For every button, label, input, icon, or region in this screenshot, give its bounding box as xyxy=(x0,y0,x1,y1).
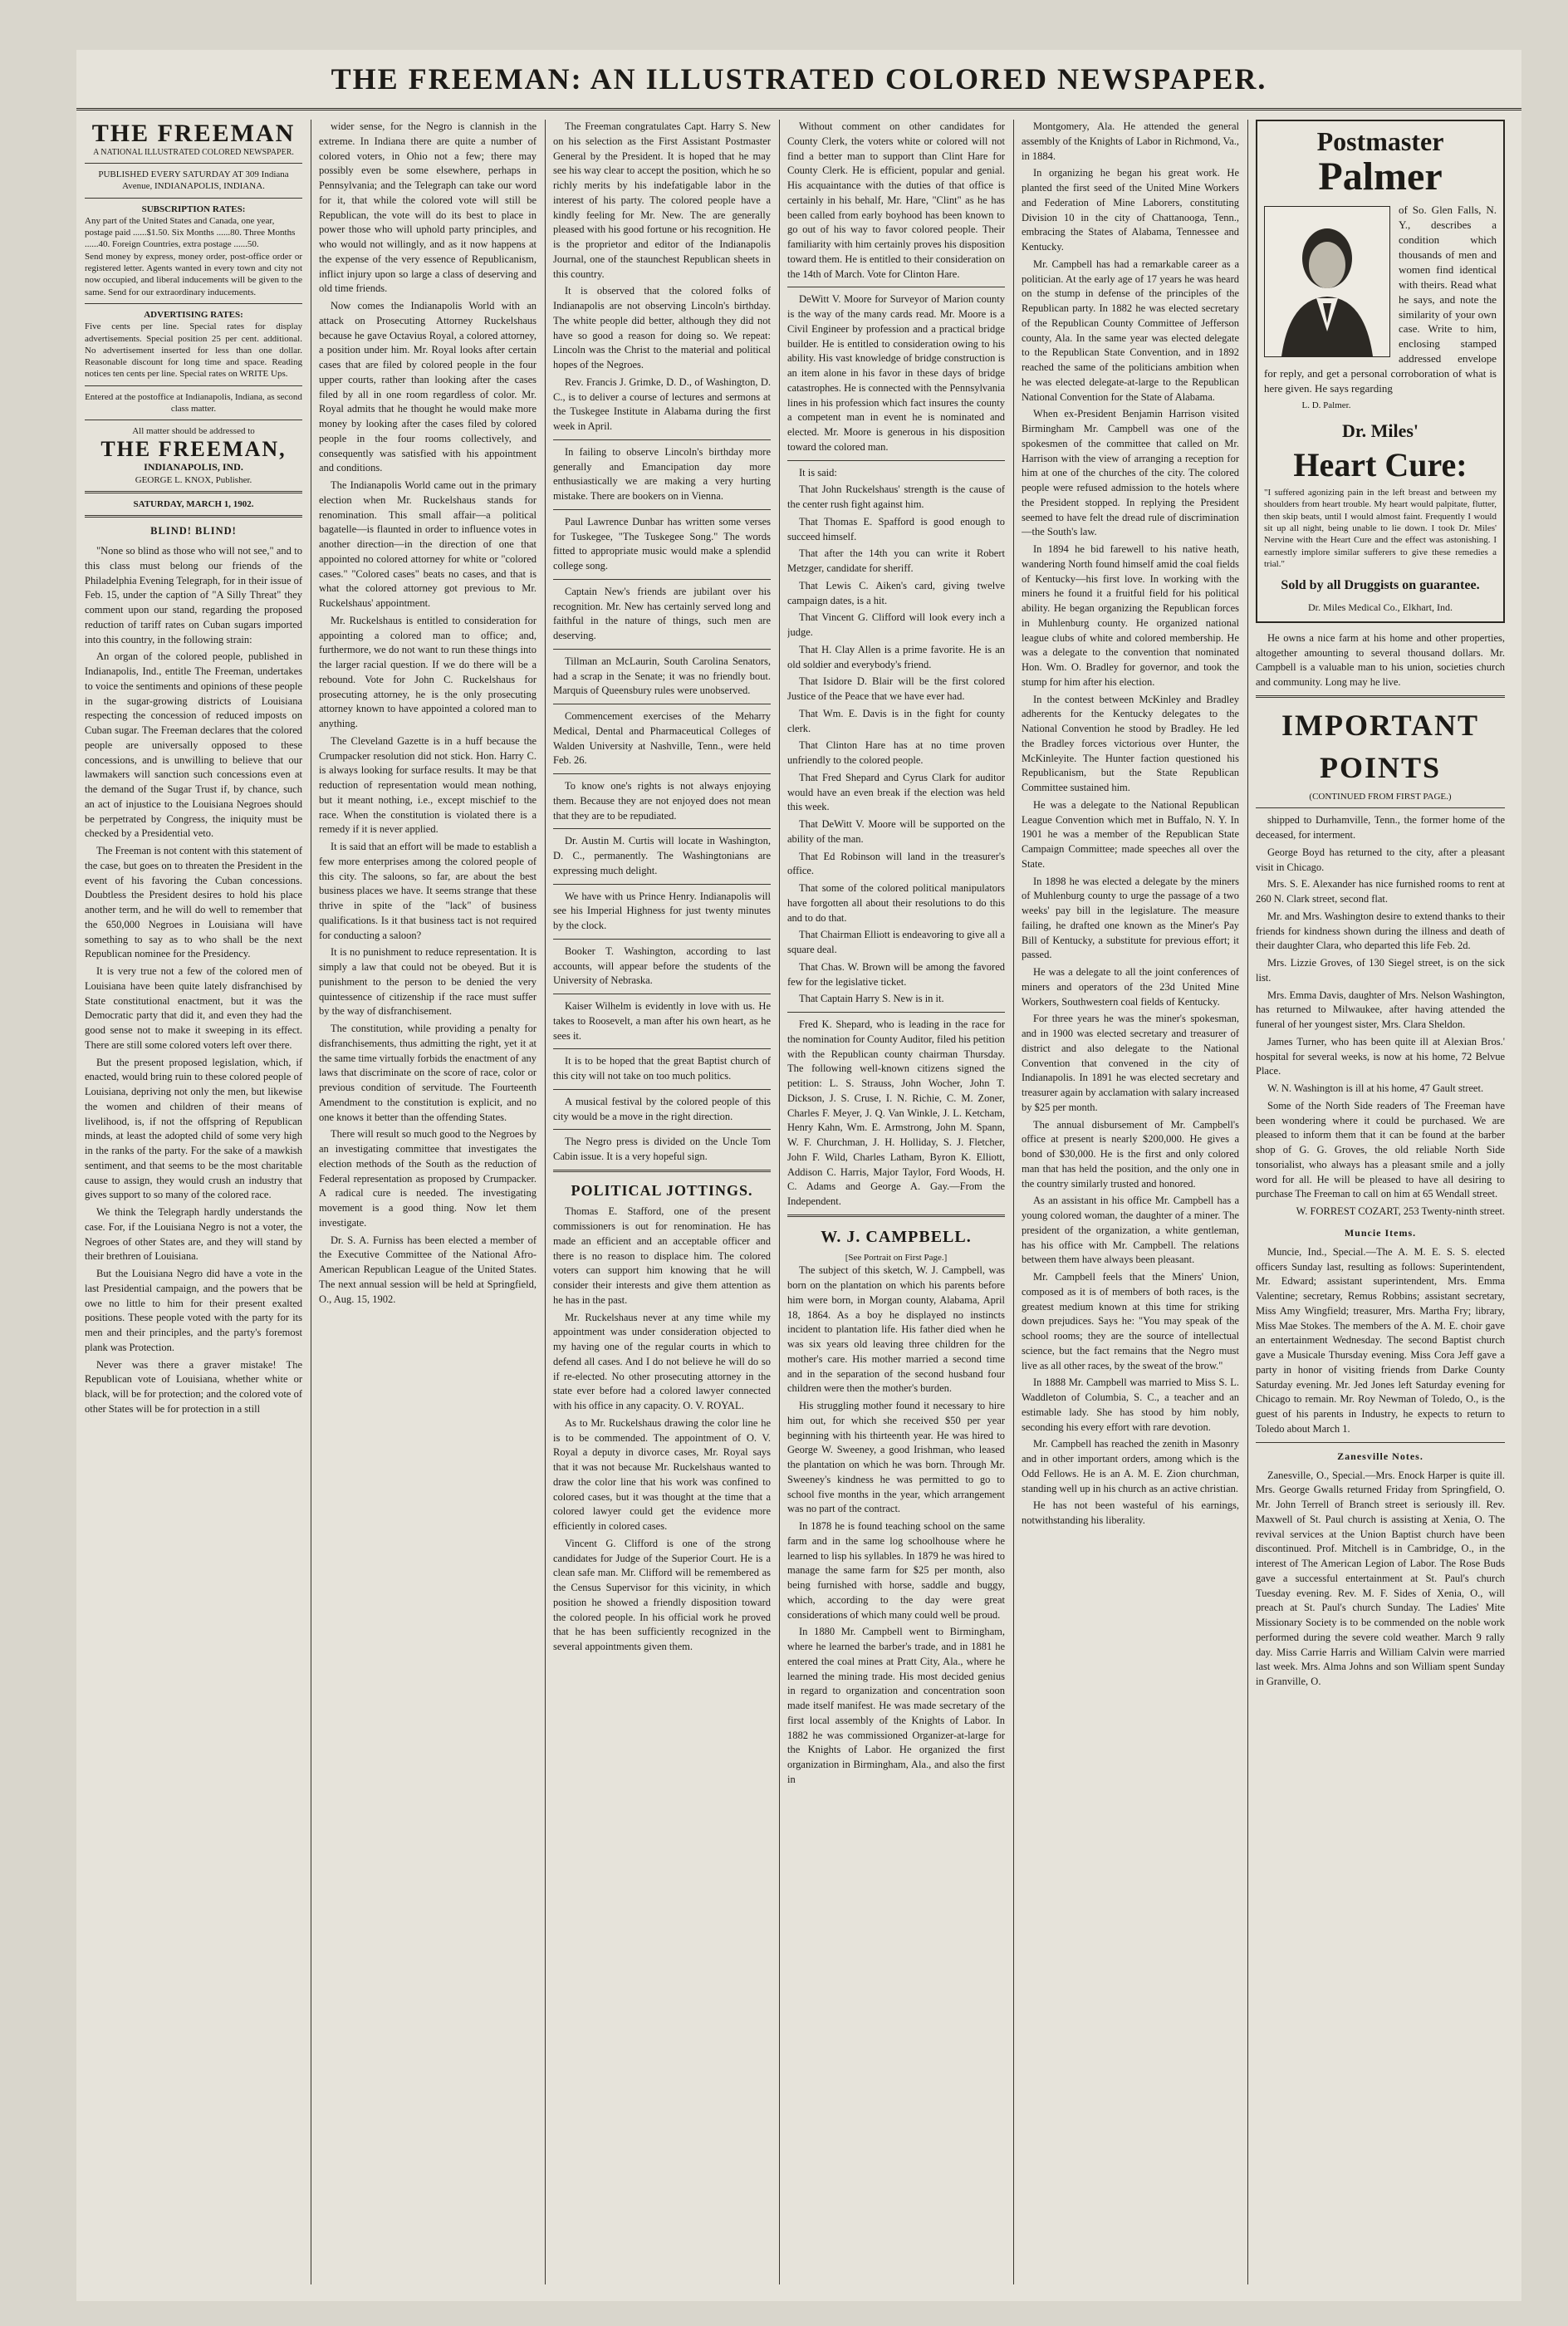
paragraph: Mr. and Mrs. Washington desire to extend thanks to their friends for kindness shown during the illness and death of their daughter Clara, who departed this life Feb. 2d. xyxy=(1256,910,1505,952)
paragraph: Zanesville, O., Special.—Mrs. Enock Harper is quite ill. Mrs. George Gwalls returned Friday from Springfield, O. Mr. John Terrell of Branch street is seriously ill. Rev. Maxwell of St. Paul church is assisting at Xenia, O. The revival services at the Union Baptist church have been discontinued. Prof. Mitchell is in Cambridge, O., in the interest of The American Legion of Labor. The Rose Buds gave a successful entertainment at St. Paul's church Tuesday evening. Rev. M. F. Sides of Xenia, O., will preach at St. Paul's church Sunday. The Ladies' Mite Missionary Society is to be commended on the noble work performed during the severe cold weather. March 9 rally day. Miss Carrie Harris and William Calvin were married last week. Mrs. Alma Johns and son William spent Sunday in Granville, O. xyxy=(1256,1469,1505,1688)
paragraph: Kaiser Wilhelm is evidently in love with us. He takes to Roosevelt, a man after his own heart, as he sees it. xyxy=(553,1000,771,1042)
paragraph: Dr. Austin M. Curtis will locate in Washington, D. C., permanently. The Washingtonians are expressing much delight. xyxy=(553,835,771,876)
paragraph: Mr. Campbell has had a remarkable career as a politician. At the early age of 17 years he was heard on the stump in defense of the principles of the Republican party. In 1882 he was elected secretary of the Republican County Committee of Jefferson county, Ala. In the same year was elected delegate to the Republican State Convention, and in 1892 reached the same of the politicians ambition when he was elected delegate-at-large to the Republican National Convention for the State of Alabama. xyxy=(1022,258,1239,403)
paragraph: As to Mr. Ruckelshaus drawing the color line he is to be commended. The appointment of O. V. Royal a deputy in divorce cases, Mr. Royal says that it was not because Mr. Ruckelshaus wanted to draw the color line that his work was confined to colored cases, but it was thought at the time that a colored lawyer could get the evidence more efficiently in colored cases. xyxy=(553,1416,771,1533)
paragraph: That DeWitt V. Moore will be supported on the ability of the man. xyxy=(787,818,1005,845)
ad-company: Dr. Miles Medical Co., Elkhart, Ind. xyxy=(1308,601,1453,613)
paragraph: W. N. Washington is ill at his home, 47 Gault street. xyxy=(1267,1082,1484,1095)
paragraph: Mr. Ruckelshaus never at any time while my appointment was under consideration objected to my having one of the regular courts in which to defend all cases. And I do not believe he will do so if re-elected. No other prosecuting attorney in the state ever before had a colored lawyer connected with his office in any capacity. O. V. ROYAL. xyxy=(553,1311,771,1412)
paragraph: That Vincent G. Clifford will look every inch a judge. xyxy=(787,611,1005,638)
paragraph: Paul Lawrence Dunbar has written some verses for Tuskegee, "The Tuskegee Song." The words fitted to appropriate music would make a splendid college song. xyxy=(553,515,771,572)
ad-sold-by: Sold by all Druggists on guarantee. xyxy=(1281,578,1480,593)
article-subheading: [See Portrait on First Page.] xyxy=(845,1253,948,1264)
paragraph: The annual disbursement of Mr. Campbell's office at present is nearly $200,000. He gives a bond of $30,000. He is the first and only colored man that has held the position, and the only one in the country similarly trusted and honored. xyxy=(1022,1118,1239,1190)
ad-testimonial: "I suffered agonizing pain in the left breast and between my shoulders from heart trouble. My heart would palpitate, flutter, then skip beats, until I would almost faint. Frequently I would sit up all night, being unable to lie down. I took Dr. Miles' Nervine with the Heart Cure and the effect was astonishing. I earnestly implore similar sufferers to give these remedies a trial." xyxy=(1264,488,1497,569)
paragraph: Mr. Campbell has reached the zenith in Masonry and in other important orders, among which is the Odd Fellows. He is an A. M. E. Zion churchman, standing well up in his church as an active christian. xyxy=(1022,1438,1239,1494)
paragraph: Fred K. Shepard, who is leading in the race for the nomination for County Auditor, filed his petition with the Republican county chairman Thursday. The following well-known citizens signed the petition: L. S. Strauss, John Wocher, John T. Dickson, J. S. Cruse, I. N. Richie, C. M. Zoner, Charles F. Meyer, J. Q. Van Winkle, J. L. Ketcham, Henry Kahn, Wm. E. Armstrong, John M. Spann, W. F. Churchman, J. H. Holliday, S. J. Fletcher, John F. Wild, Charles Latham, Byron K. Elliott, Addison C. Harris, Major Taylor, Ford Woods, H. C. Adams and George A. Gay.—From the Independent. xyxy=(787,1018,1005,1207)
tagline: A NATIONAL ILLUSTRATED COLORED NEWSPAPER. xyxy=(93,148,294,157)
paragraph: He has not been wasteful of his earnings, notwithstanding his liberality. xyxy=(1022,1499,1239,1526)
section-heading-zanesville: Zanesville Notes. xyxy=(1337,1450,1423,1462)
paragraph: Captain New's friends are jubilant over his recognition. Mr. New has certainly served long and faithful in the nature of things, such men are deserving. xyxy=(553,585,771,641)
paragraph: Montgomery, Ala. He attended the general assembly of the Knights of Labor in Richmond, Va., in 1884. xyxy=(1022,120,1239,162)
article-heading-campbell: W. J. CAMPBELL. xyxy=(821,1227,972,1246)
paragraph: Booker T. Washington, according to last accounts, will appear before the students of the University of Nebraska. xyxy=(553,945,771,987)
paragraph: In 1878 he is found teaching school on the same farm and in the same log schoolhouse where he learned to lisp his syllables. In 1879 he was hired to manage the same farm for $25 per month, also being furnished with horse, saddle and buggy, which, according to the day were great considerations of which many could well be proud. xyxy=(787,1520,1005,1621)
paragraph: In 1888 Mr. Campbell was married to Miss S. L. Waddleton of Columbia, S. C., a teacher and an estimable lady. She has stood by him nobly, seconding his every effort with rare devotion. xyxy=(1022,1376,1239,1433)
article-heading-political: POLITICAL JOTTINGS. xyxy=(571,1181,753,1199)
paragraph: When ex-President Benjamin Harrison visited Birmingham Mr. Campbell was one of the spokesmen of the committee that called on Mr. Harrison with the view of arranging a reception for him at one of the churches of the city. The colored people were refused admission to the hotels where the President stopped. In replying the President seemed to have felt the dread rule of discrimination—the South's law. xyxy=(1022,408,1239,538)
paragraph: An organ of the colored people, published in Indianapolis, Ind., entitle The Freeman, undertakes to voice the sentiments and opinions of these people in the sugar-growing districts of Louisiana respecting the concession of reduced imposts on Cuban sugar. The Freeman declares that the colored people are universally opposed to these concessions, and is unwilling to believe that our lawmakers will sanction such concessions even at the demand of the Sugar Trust if, by chance, such an act of injustice to the Louisiana Negroes should be perpetrated by Congress, the iniquity must be checked by a Presidential veto. xyxy=(85,650,302,840)
subscription-note: Send money by express, money order, post-office order or registered letter. Agents wanted in every town and city not now occupied, and liberal inducements will be given to the same. Send for our extraordinary inducements. xyxy=(85,251,302,297)
ad-intro: of So. Glen Falls, N. Y., describes a condition which thousands of men and women find identical with theirs. Read what he says, and note the similarity of your own case. Write to him, enclosing stamped addressed envelope for reply, and get a personal corroboration of what is here given. He says regarding xyxy=(1264,203,1497,395)
paragraph: That Lewis C. Aiken's card, giving twelve campaign dates, is a hit. xyxy=(787,579,1005,606)
paragraph: As an assistant in his office Mr. Campbell has a young colored woman, the daughter of a miner. The president of the organization, a white gentleman, has his office with Mr. Campbell. The relations between them have always been pleasant. xyxy=(1022,1195,1239,1266)
advertising-rates: Five cents per line. Special rates for display advertisements. Special position 25 per cent. additional. No advertisement inserted for less than one dollar. Reasonable discount for long time and space. Reading notices ten cents per line. Special rates on WRITE Ups. xyxy=(85,321,302,380)
paragraph: Rev. Francis J. Grimke, D. D., of Washington, D. C., is to deliver a course of lectures and sermons at the Tuskegee Institute in Alabama during the first week in April. xyxy=(553,375,771,432)
paragraph: That Chas. W. Brown will be among the favored few for the legislative ticket. xyxy=(787,960,1005,988)
published-info: PUBLISHED EVERY SATURDAY AT 309 Indiana Avenue, INDIANAPOLIS, INDIANA. xyxy=(98,169,289,192)
paragraph: That H. Clay Allen is a prime favorite. He is an old soldier and everybody's friend. xyxy=(787,643,1005,670)
paragraph: He was a delegate to all the joint conferences of miners and operators of the 23d United Mine Workers, Southwestern coal fields of Kentucky. xyxy=(1022,966,1239,1008)
column-rule xyxy=(779,120,780,2284)
column-3 xyxy=(553,120,771,2284)
paragraph: wider sense, for the Negro is clannish in the extreme. In Indiana there are quite a number of colored voters, in Ohio not a few; there may possibly even be some elsewhere, perhaps in Pennsylvania; and the Telegraph can take our word for it, that while the colored vote will still be Republican, the vote will do its best to place in power those who will uphold party principles, and who would not willingly, and as it now happens at the expense of the very essence of Republicanism, inflict injury upon so large a class of deserving and old time friends. xyxy=(319,120,537,295)
section-subheading: (CONTINUED FROM FIRST PAGE.) xyxy=(1309,792,1452,802)
paragraph: George Boyd has returned to the city, after a pleasant visit in Chicago. xyxy=(1256,846,1505,873)
paragraph: That John Ruckelshaus' strength is the cause of the center rush fight against him. xyxy=(787,483,1005,510)
portrait-caption: L. D. Palmer. xyxy=(1301,400,1351,411)
paragraph: In 1880 Mr. Campbell went to Birmingham, where he learned the barber's trade, and in 1881 he entered the coal mines at Pratt City, Ala., where he learned the mining trade. His most decided genius in regard to organization and concentration soon made itself manifest. He was made secretary of the first local assembly of the Knights of Labor. In 1882 he was commissioned Organizer-at-large for the Knights of Labor. He organized the first organization in Birmingham, Ala., and also the first in xyxy=(787,1626,1005,1785)
entered-note: Entered at the postoffice at Indianapolis, Indiana, as second class matter. xyxy=(85,391,302,415)
paragraph: The Freeman is not content with this statement of the case, but goes on to threaten the President in the event of his favoring the Cuban concessions. Doubtless the President desires to hold his place another term, and he will do well to remember that the 650,000 Negroes in Louisiana will have something to say as to who shall be the next Republican nominee for the Presidency. xyxy=(85,845,302,960)
paragraph: The constitution, while providing a penalty for disfranchisements, thus admitting the right, yet it at the same time virtually forbids the enactment of any laws that discriminate on the score of race, color or previous condition of servitude. The Fourteenth Amendment to the constitution is explicit, and no one knows it better than the offending States. xyxy=(319,1023,537,1123)
advertisement-heart-cure xyxy=(1256,120,1505,623)
paragraph: It is said: xyxy=(799,466,837,478)
address-city: INDIANAPOLIS, IND. xyxy=(144,461,243,474)
paragraph: "None so blind as those who will not see," and to this class must belong our friends of the Philadelphia Evening Telegraph, for in their issue of Feb. 15, under the caption of "A Silly Threat" they comment upon our stand, regarding the proposed reduction of tariff rates on Cuban sugars imported into this country, in the following strain: xyxy=(85,545,302,645)
paragraph: Never was there a graver mistake! The Republican vote of Louisiana, whether white or black, will be for protection; and the colored vote of other States will be for protection in a still xyxy=(85,1358,302,1415)
newspaper-page xyxy=(76,50,1521,2301)
paragraph: Commencement exercises of the Meharry Medical, Dental and Pharmaceutical Colleges of Walden University at Nashville, Tenn., were held Feb. 26. xyxy=(553,710,771,767)
paragraph: His struggling mother found it necessary to hire him out, for which she received $50 per year beginning with his thirteenth year. He was hired to George W. Sweeney, a good Irishman, who leased the plantation on which he was born. Through Mr. Sweeney's kindness he was permitted to go to school five months in the year, which arrangement was no part of the contract. xyxy=(787,1400,1005,1515)
paragraph: Mr. Campbell feels that the Miners' Union, composed as it is of members of both races, is the greatest medium known at this time for striking down prejudices. Says he: "You may speak of the school rooms; they are the source of intellectual science, but the fact remains that the Negro must live as all other races, by the sweat of the brow." xyxy=(1022,1271,1239,1372)
paragraph: That Wm. E. Davis is in the fight for county clerk. xyxy=(787,707,1005,734)
paragraph: In 1894 he bid farewell to his native heath, wandering North found himself amid the coal fields of Kentucky—his first love. In working with the miners he found it a fruitful field for his political ability. He began organizing the Republican forces in Muhlenburg county. He organized national league clubs of white and colored membership. He was a delegate to the convention that nominated Hon. Wm. O. Bradley for governor, and took the stump for him after his election. xyxy=(1022,543,1239,688)
paragraph: A musical festival by the colored people of this city would be a move in the right direction. xyxy=(553,1095,771,1122)
paragraph: Thomas E. Stafford, one of the present commissioners is out for renomination. He has made an efficient and an acceptable officer and there is no reason to displace him. The colored voters can support him knowing that he will consider their interests and give them attention as he has in the past. xyxy=(553,1205,771,1306)
paragraph: Without comment on other candidates for County Clerk, the voters white or colored will not find a better man to support than Clint Hare for County Clerk. He is efficient, popular and genial. His acquaintance with the duties of that office is certainly in his behalf, Mr. Hare, "Clint" as he has been called from early boyhood has been known to go out of his way to favor colored people. Their familiarity with him certainly proves his disposition toward them. He is entitled to their consideration on the 14th of March. Vote for Clinton Hare. xyxy=(787,120,1005,280)
paragraph: That Thomas E. Spafford is good enough to succeed himself. xyxy=(787,515,1005,542)
paragraph: That after the 14th you can write it Robert Metzger, candidate for sheriff. xyxy=(787,547,1005,574)
paragraph: It is very true not a few of the colored men of Louisiana have been quite lately disfranchised by State constitutional enactment, but it was the Democratic party that did it, and even they had the good sense not to make it sweeping in its effect. There are still some colored voters left over there. xyxy=(85,965,302,1051)
column-5 xyxy=(1022,120,1239,2284)
address-name: THE FREEMAN, xyxy=(100,436,287,461)
paragraph: He was a delegate to the National Republican League Convention which met in Buffalo, N. Y. In 1901 he was a member of the Republican State Campaign Committee; made speeches all over the State. xyxy=(1022,798,1239,870)
paragraph: W. FORREST COZART, 253 Twenty-ninth street. xyxy=(1296,1205,1505,1218)
paragraph: In failing to observe Lincoln's birthday more generally and Emancipation day more enthusiastically we are making a very hurting mistake. There are bookers on in Vienna. xyxy=(553,445,771,502)
column-rule xyxy=(1013,120,1014,2284)
paragraph: In the contest between McKinley and Bradley adherents for the Kentucky delegates to the National Convention he stood by Bradley. He led the Bradley forces victorious over Hunter, the McKinleyite. The Hunter faction questioned his Republicanism, but the State Republican Committee sustained him. xyxy=(1022,693,1239,793)
column-rule xyxy=(545,120,546,2284)
paragraph: There will result so much good to the Negroes by an investigating committee that investigates the election methods of the South as the reduction of Federal representation as proposed by Crumpacker. A radical cure is needed. The investigating movement is a good thing. Now let them investigate. xyxy=(319,1128,537,1229)
paragraph: Mrs. Lizzie Groves, of 130 Siegel street, is on the sick list. xyxy=(1256,957,1505,984)
address-note: All matter should be addressed to xyxy=(132,426,255,437)
publisher: GEORGE L. KNOX, Publisher. xyxy=(135,474,252,485)
paragraph: We have with us Prince Henry. Indianapolis will see his Imperial Highness for just twenty minutes by the clock. xyxy=(553,890,771,931)
column-rule xyxy=(1247,120,1248,2284)
issue-date: SATURDAY, MARCH 1, 1902. xyxy=(133,499,254,510)
paragraph: Tillman an McLaurin, South Carolina Senators, had a scrap in the Senate; it was no friendly bout. Marquis of Queensbury rules were unobserved. xyxy=(553,655,771,697)
section-heading-important-points: IMPORTANT POINTS xyxy=(1281,708,1480,784)
paragraph: In 1898 he was elected a delegate by the miners of Muhlenburg county to urge the passage of a two weeks' pay bill in the legislature. The measure failing, he drafted one known as the Miner's Pay Bill of Kentucky, a substitute for previous effort; it passed. xyxy=(1022,875,1239,961)
ad-product-title: Heart Cure: xyxy=(1293,446,1468,484)
paragraph: Mrs. S. E. Alexander has nice furnished rooms to rent at 260 N. Clark street, second flat. xyxy=(1256,878,1505,905)
paragraph: It is observed that the colored folks of Indianapolis are not observing Lincoln's birthday. The white people did better, although they did not have so good a reason for doing so. We repeat: Lincoln was the Christ to the material and political hopes of the Negroes. xyxy=(553,285,771,370)
article-heading-blind: BLIND! BLIND! xyxy=(150,525,237,537)
paragraph: But the Louisiana Negro did have a vote in the last Presidential campaign, and the powers that be owe no little to him for their present exalted positions. These people voted with the party for its men and their principles, and the party's foremost plank was Protection. xyxy=(85,1268,302,1353)
paragraph: The Freeman congratulates Capt. Harry S. New on his selection as the First Assistant Postmaster General by the President. It is hoped that he may see his way clear to accept the position, which he so richly merits by his indefatigable labor in the interest of his party. The colored people have a kindly feeling for Mr. New. The are generally pleased with his good fortune or his recognition. He is the proprietor and editor of the Indianapolis Journal, one of the staunchest Republican sheets in this country. xyxy=(553,120,771,280)
paragraph: Mrs. Emma Davis, daughter of Mrs. Nelson Washington, has returned to Milwaukee, after having attended the funeral of her youngest sister, Mrs. Clara Sheldon. xyxy=(1256,989,1505,1031)
section-heading-muncie: Muncie Items. xyxy=(1344,1226,1417,1239)
ad-title-palmer: Palmer xyxy=(1318,154,1443,199)
paragraph: We think the Telegraph hardly understands the case. For, if the Louisiana Negro is not a voter, the Negroes of other States are, and they will stand by their brethren of Louisiana. xyxy=(85,1206,302,1263)
ad-product-name: Dr. Miles' xyxy=(1341,420,1419,441)
column-2 xyxy=(319,120,537,2284)
ad-title-postmaster: Postmaster xyxy=(1316,126,1444,156)
paragraph: That Chairman Elliott is endeavoring to give all a square deal. xyxy=(787,929,1005,955)
paragraph: The Cleveland Gazette is in a huff because the Crumpacker resolution did not stick. Hon. Harry C. is always looking for surface results. It may be that reduction of representation would mean nothing, but it meant nothing, i.e., except mischief to the race. When the constitution is violated there is a remedy if it is never applied. xyxy=(319,734,537,836)
paragraph: That Isidore D. Blair will be the first colored Justice of the Peace that we have ever had. xyxy=(787,675,1005,702)
paragraph: Vincent G. Clifford is one of the strong candidates for Judge of the Superior Court. He is a clean safe man. Mr. Clifford will be remembered as the Census Supervisor for this vicinity, in which position he showed a friendly disposition toward the colored people. In his official work he proved that he has been sufficiently recognized in the several appointments given them. xyxy=(553,1537,771,1653)
paragraph: Some of the North Side readers of The Freeman have been wondering where it could be purchased. We are pleased to inform them that it can be found at the barber shop of G. G. Groves, the old reliable North Side tonsorialist, who always has a pleasant smile and a jolly word for all. He will be pleased to have all desiring to purchase The Freeman to call on him at 65 Wendall street. xyxy=(1256,1099,1505,1200)
paragraph: That Ed Robinson will land in the treasurer's office. xyxy=(787,850,1005,877)
nameplate: THE FREEMAN xyxy=(91,120,296,147)
portrait-image xyxy=(1264,206,1390,357)
paragraph: James Turner, who has been quite ill at Alexian Bros.' hospital for several weeks, is now at his home, 72 Belvue Place. xyxy=(1256,1035,1505,1077)
paragraph: To know one's rights is not always enjoying them. Because they are not enjoyed does not mean that they are to be repudiated. xyxy=(553,780,771,822)
advertising-heading: ADVERTISING RATES: xyxy=(144,309,243,320)
paragraph: Now comes the Indianapolis World with an attack on Prosecuting Attorney Ruckelshaus because he gave Octavius Royal, a colored attorney, a position under him. Mr. Royal looks after certain cases that are filed by colored people in the four upper courts, rather than looking after the cases filed by all in one room regardless of color. Mr. Royal admits that he thought he would make more money by looking after the cases filed by colored people in the four rooms collectively, and consequently was satisfied with his appointment and conditions. xyxy=(319,300,537,474)
column-6 xyxy=(1256,120,1505,2284)
paragraph: That Captain Harry S. New is in it. xyxy=(799,993,944,1005)
paragraph: In organizing he began his great work. He planted the first seed of the United Mine Workers and Federation of Mine Laborers, constituting Division 10 in the city of Chattanooga, Tenn., embracing the States of Alabama, Tennessee and Kentucky. xyxy=(1022,167,1239,253)
column-1 xyxy=(85,120,302,2284)
paragraph: Muncie, Ind., Special.—The A. M. E. S. S. elected officers Sunday last, resulting as follows: Superintendent, Mr. Edward; assistant superintendent, Mrs. Emma Valentine; secretary, Remus Robbins; assistant secretary, Miss Amy Wingfield; treasurer, Mrs. Martha Fry; library, Miss Mae Stokes. The members of the A. M. E. choir gave an entertainment Wednesday. The second Baptist church gave a Musicale Thursday evening. Miss Cora Jeff gave a party in honor of visiting friends from Darke County Saturday evening. Mr. Jed Jones left Saturday evening for Chicago to remain. Mr. Roy Newman of Toledo, O., is the guest of his parents in Industry, he expects to return to Toledo about March 1. xyxy=(1256,1245,1505,1435)
paragraph: DeWitt V. Moore for Surveyor of Marion county is the way of the many cards read. Mr. Moore is a Civil Engineer by profession and a practical bridge builder. He is entitled to consideration owing to his ability. His vast knowledge of bridge construction is an item alone in his favor in these days of bridge catastrophes. He is connected with the Pennsylvania lines in his profession which fact insures the county a competent man in event he is nominated and elected. Mr. Moore is generous in his disposition toward the colored man. xyxy=(787,293,1005,453)
paragraph: That Clinton Hare has at no time proven unfriendly to the colored people. xyxy=(787,739,1005,766)
column-4 xyxy=(787,120,1005,2284)
portrait-icon xyxy=(1265,207,1389,356)
subscription-rates: Any part of the United States and Canada, one year, postage paid ......$1.50. Six Months ......80. Three Months ......40. Foreign Countries, extra postage ......50. xyxy=(85,215,296,250)
masthead xyxy=(76,50,1521,110)
paragraph: The Indianapolis World came out in the primary election when Mr. Ruckelshaus stands for renomination. This small affair—a political bagatelle—is flaunted in order to influence votes in another direction—in the direction of one that appointed no colored attorney for white or "colored cases." "Colored cases" beats no cases, and that is what the colored attorney got previous to Mr. Ruckelshaus' appointment. xyxy=(319,479,537,609)
paragraph: That Fred Shepard and Cyrus Clark for auditor would have an even break if the election was held this week. xyxy=(787,771,1005,813)
paragraph: He owns a nice farm at his home and other properties, altogether amounting to several thousand dollars. Mr. Campbell is a valuable man to his union, societies church and community. Long may he live. xyxy=(1256,631,1505,689)
paragraph: It is to be hoped that the great Baptist church of this city will not take on too much politics. xyxy=(553,1055,771,1082)
paragraph: Mr. Ruckelshaus is entitled to consideration for appointing a colored man to office; and, furthermore, we do not want to run these things into the larger racial question. If we do there will be a rebound. Vote for John C. Ruckelshaus for prosecuting attorney, he is the only prosecuting attorney known to have appointed a colored man to anything. xyxy=(319,614,537,729)
subscription-heading: SUBSCRIPTION RATES: xyxy=(141,204,246,214)
paragraph: It is no punishment to reduce representation. It is simply a law that could not be obeyed. But it is punishment to the person to be denied the very quintessence of citizenship if the race must suffer by the way of disfranchisement. xyxy=(319,946,537,1018)
paragraph: But the present proposed legislation, which, if enacted, would bring ruin to these colored people of Louisiana, depriving not only the men, but likewise the women and children of their means of livelihood, is, if not the offspring of Republican minds, at least the adopted child of some very high in the ranks of the party. For the sake of a mawkish sentiment, and that seems to be the most charitable cause to assign, they would crush an industry that gives support to so many of the colored race. xyxy=(85,1056,302,1201)
paragraph: For three years he was the miner's spokesman, and in 1900 was elected secretary and treasurer of district and also delegate to the National Convention that convened in the city of Indianapolis. In 1891 he was elected secretary and treasurer again by acclamation with salary increased by $25 per month. xyxy=(1022,1013,1239,1113)
paragraph: The subject of this sketch, W. J. Campbell, was born on the plantation on which his parents before him were born, in Morgan county, Alabama, April 18, 1864. As a boy he displayed no instincts incident to plantation life. His father died when he was six years old leaving three children for the mother's care. His mother married a second time and in the separation of the second husband four children were then the mother's burden. xyxy=(787,1264,1005,1395)
masthead-title: THE FREEMAN: AN ILLUSTRATED COLORED NEWSPAPER. xyxy=(331,62,1267,96)
paragraph: shipped to Durhamville, Tenn., the former home of the deceased, for interment. xyxy=(1256,814,1505,842)
paragraph: That some of the colored political manipulators have forgotten all about their resolutions to do this and to do that. xyxy=(787,882,1005,924)
paragraph: Dr. S. A. Furniss has been elected a member of the Executive Committee of the National Afro-American Republican League of the United States. The next annual session will be held at Springfield, O., Aug. 15, 1902. xyxy=(319,1234,537,1305)
paragraph: It is said that an effort will be made to establish a few more enterprises among the colored people of this city. The saloons, so far, are about the best business places we have. It seems strange that these thrive in spite of the "lack" of business qualifications. Is it that business tact is not required for conducting a saloon? xyxy=(319,841,537,941)
paragraph: The Negro press is divided on the Uncle Tom Cabin issue. It is a very hopeful sign. xyxy=(553,1136,771,1162)
